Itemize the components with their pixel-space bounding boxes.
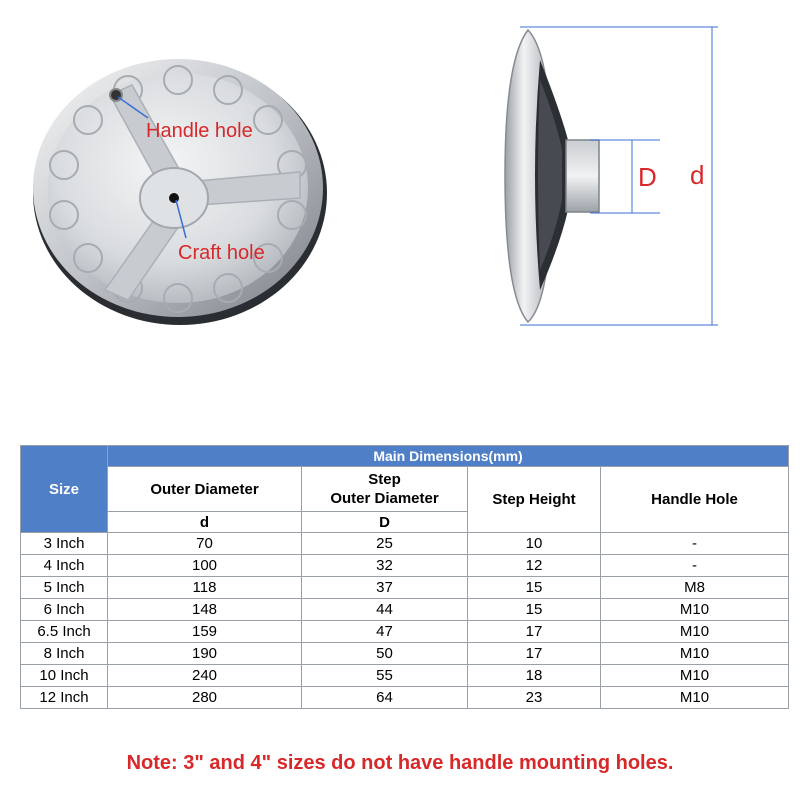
cell-step-diameter: 32 (302, 555, 468, 577)
cell-step-diameter: 37 (302, 577, 468, 599)
col-handle-hole: Handle Hole (601, 467, 789, 533)
cell-step-height: 23 (468, 687, 601, 709)
cell-step-height: 17 (468, 643, 601, 665)
wheel-front-view (33, 59, 327, 325)
cell-step-height: 12 (468, 555, 601, 577)
table-row (21, 665, 789, 687)
cell-size: 12 Inch (21, 687, 108, 709)
cell-step-diameter: 44 (302, 599, 468, 621)
cell-size: 3 Inch (21, 533, 108, 555)
side-hub (566, 140, 599, 212)
cell-handle-hole: M10 (601, 621, 789, 643)
col-step-label-line2: Outer Diameter (330, 490, 439, 507)
table-row (21, 643, 789, 665)
cell-handle-hole: - (601, 555, 789, 577)
col-step-outer-diameter (302, 467, 468, 512)
col-step-height: Step Height (468, 467, 601, 533)
size-header: Size (21, 446, 108, 533)
table-row (21, 533, 789, 555)
handle-hole-callout: Handle hole (146, 120, 253, 142)
cell-size: 8 Inch (21, 643, 108, 665)
main-dimensions-header: Main Dimensions(mm) (108, 446, 789, 467)
dimensions-table (20, 445, 789, 709)
craft-hole (169, 193, 179, 203)
cell-outer-diameter: 240 (108, 665, 302, 687)
cell-size: 10 Inch (21, 665, 108, 687)
cell-step-height: 17 (468, 621, 601, 643)
table-row (21, 687, 789, 709)
col-outer-diameter (108, 467, 302, 512)
table-row (21, 555, 789, 577)
table-row (21, 621, 789, 643)
cell-outer-diameter: 190 (108, 643, 302, 665)
cell-size: 6 Inch (21, 599, 108, 621)
cell-handle-hole: M10 (601, 599, 789, 621)
craft-hole-callout: Craft hole (178, 242, 265, 264)
cell-size: 6.5 Inch (21, 621, 108, 643)
cell-outer-diameter: 70 (108, 533, 302, 555)
cell-step-diameter: 25 (302, 533, 468, 555)
step-diameter-label: D (638, 162, 657, 192)
cell-handle-hole: M10 (601, 687, 789, 709)
cell-step-diameter: 50 (302, 643, 468, 665)
cell-outer-diameter: 118 (108, 577, 302, 599)
col-step-diameter-symbol: D (302, 512, 468, 533)
cell-size: 4 Inch (21, 555, 108, 577)
cell-handle-hole: M10 (601, 665, 789, 687)
col-outer-diameter-label: Outer Diameter (150, 480, 259, 498)
cell-step-diameter: 47 (302, 621, 468, 643)
cell-outer-diameter: 148 (108, 599, 302, 621)
cell-outer-diameter: 159 (108, 621, 302, 643)
cell-step-diameter: 55 (302, 665, 468, 687)
cell-handle-hole: - (601, 533, 789, 555)
table-row (21, 599, 789, 621)
cell-outer-diameter: 280 (108, 687, 302, 709)
cell-step-height: 10 (468, 533, 601, 555)
cell-handle-hole: M8 (601, 577, 789, 599)
cell-handle-hole: M10 (601, 643, 789, 665)
col-outer-diameter-symbol: d (108, 512, 302, 533)
outer-diameter-label: d (690, 160, 705, 190)
wheel-side-view (505, 27, 718, 325)
cell-step-height: 18 (468, 665, 601, 687)
col-step-label-line1: Step (368, 471, 401, 488)
cell-size: 5 Inch (21, 577, 108, 599)
cell-step-height: 15 (468, 577, 601, 599)
cell-step-height: 15 (468, 599, 601, 621)
table-row (21, 577, 789, 599)
note-text: Note: 3" and 4" sizes do not have handle mounting holes. (126, 752, 674, 774)
cell-outer-diameter: 100 (108, 555, 302, 577)
cell-step-diameter: 64 (302, 687, 468, 709)
